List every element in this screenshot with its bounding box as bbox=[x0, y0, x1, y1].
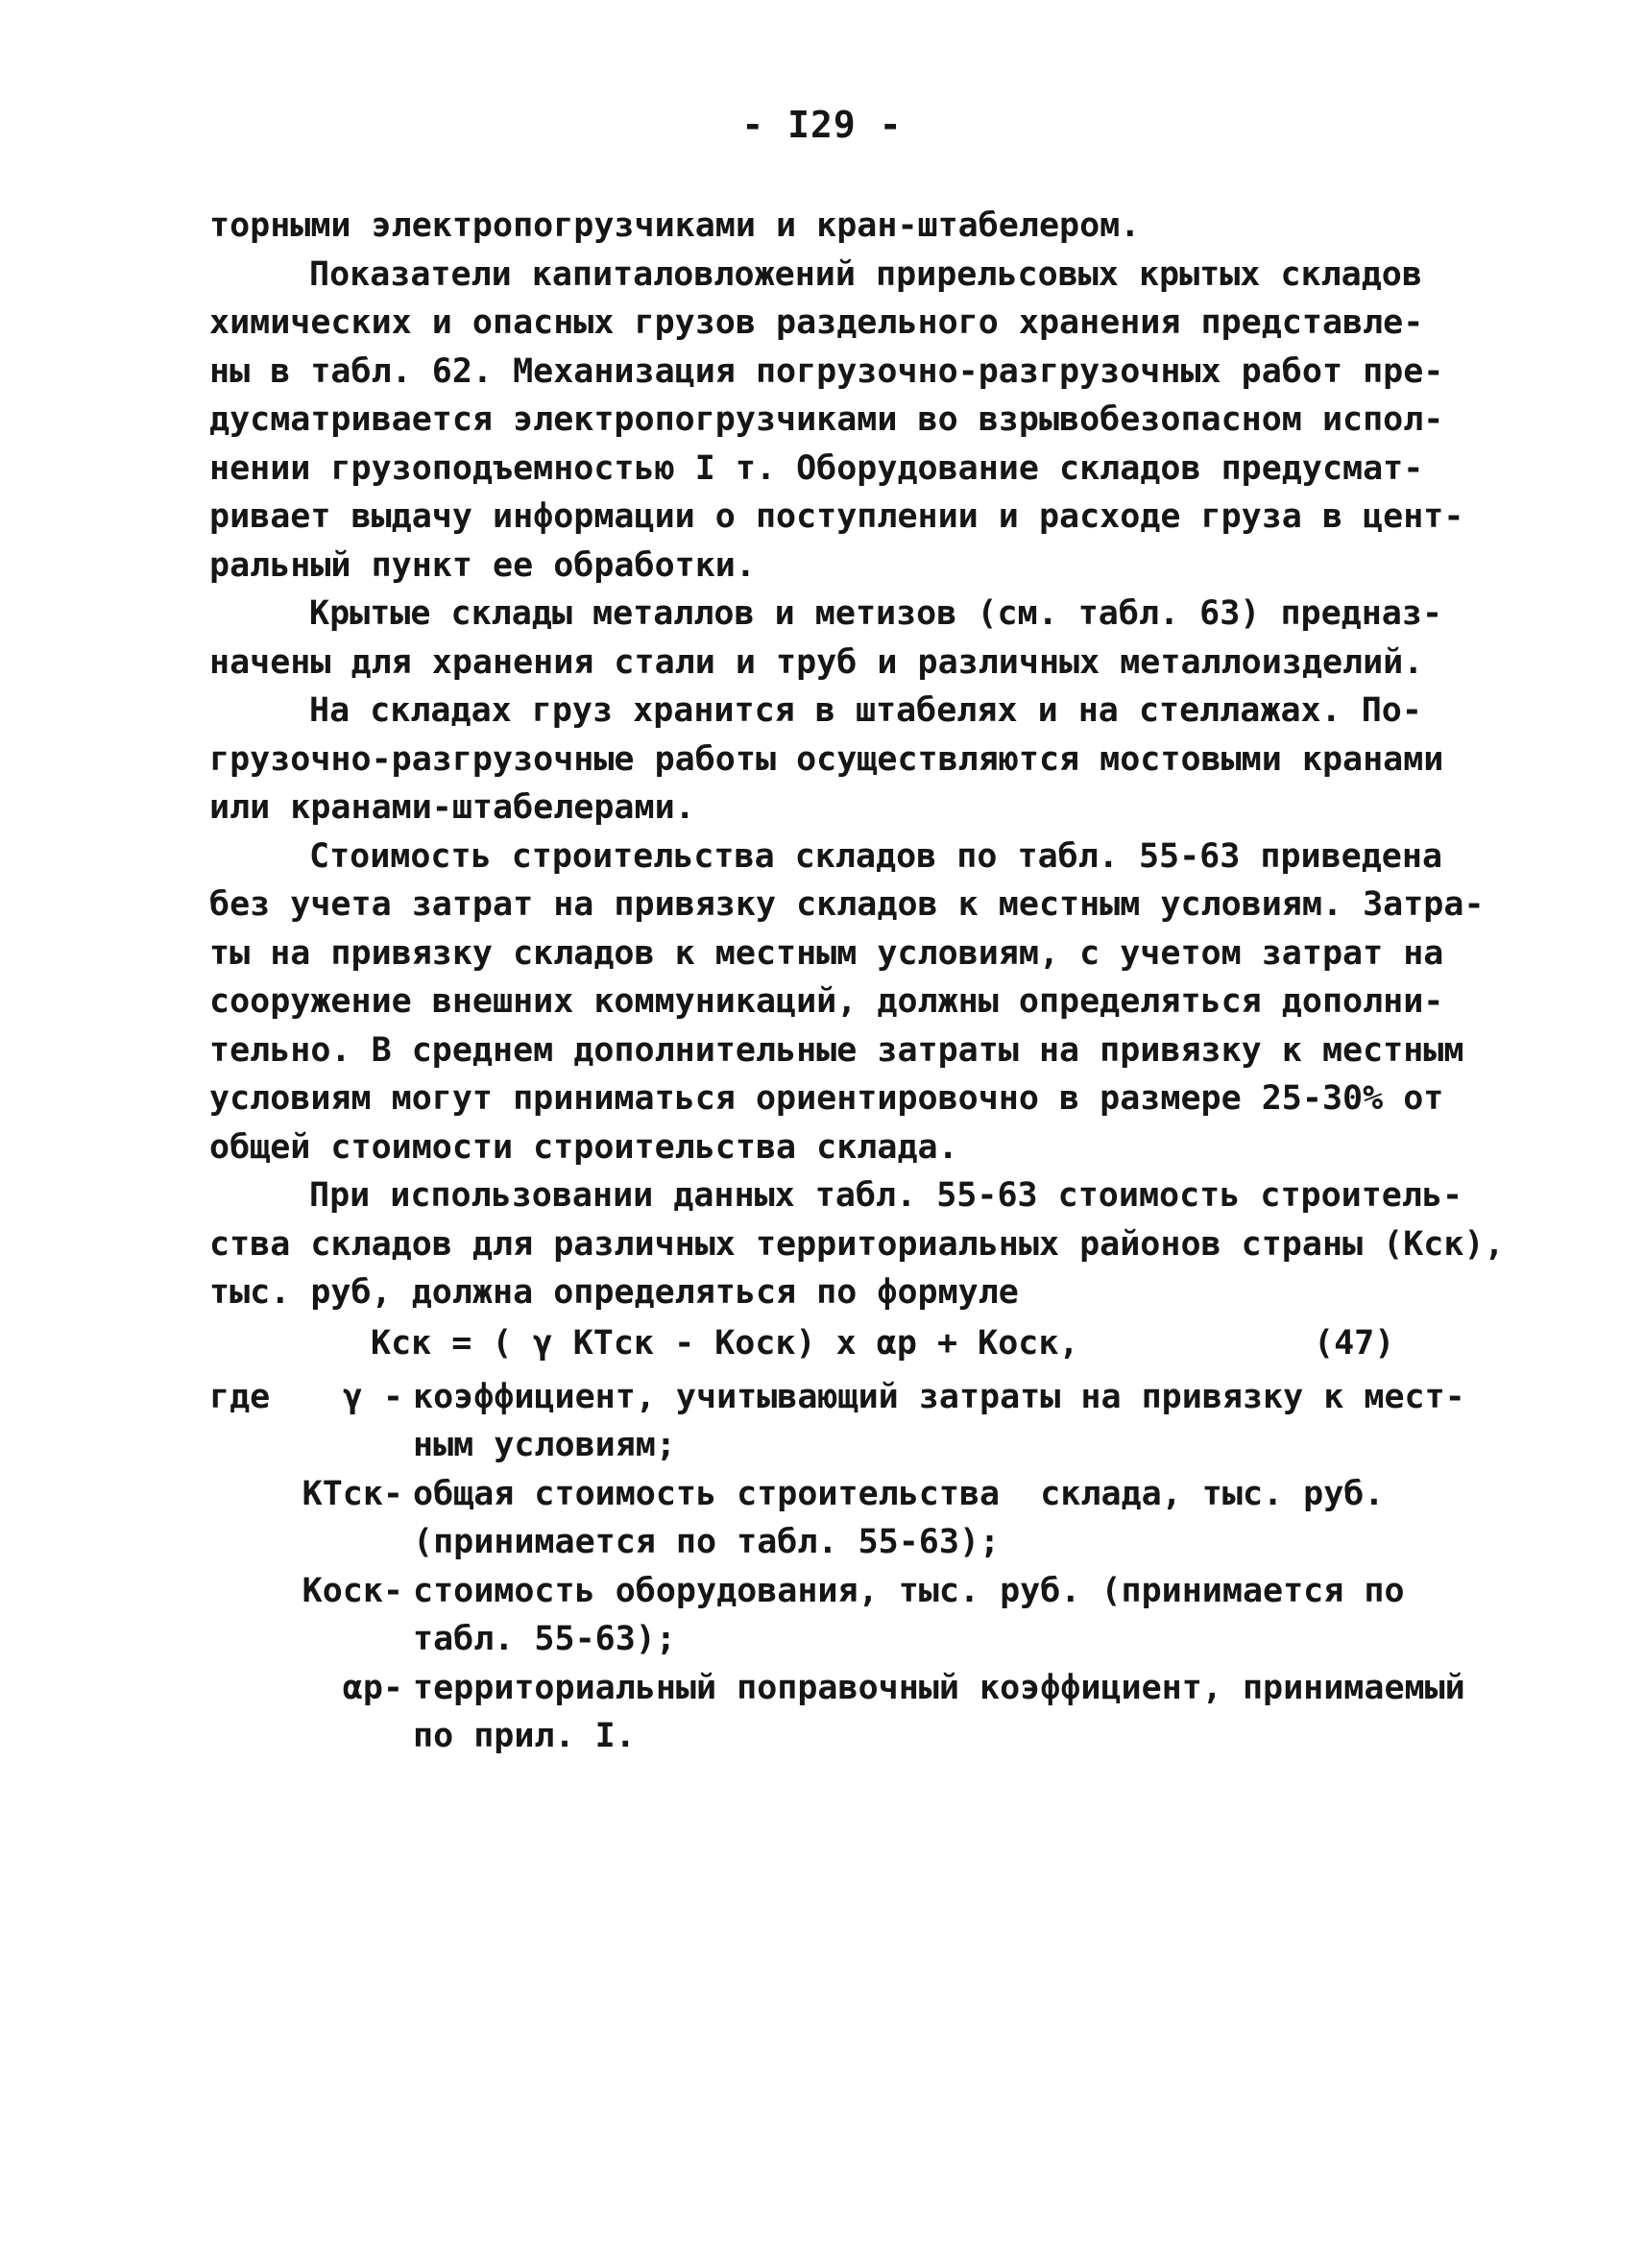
formula-expression: Kск = ( γ KТск - Kоск) x αр + Kоск, bbox=[371, 1323, 1079, 1363]
definition-line: по прил. I. bbox=[413, 1717, 636, 1755]
text-line: Показатели капиталовложений прирельсовых крытых складов bbox=[309, 254, 1422, 294]
definition-symbol: KТск- bbox=[302, 1474, 403, 1513]
page-number: - I29 - bbox=[741, 104, 903, 146]
definition-item bbox=[209, 1373, 1477, 1470]
definition-item bbox=[209, 1664, 1477, 1761]
text-line: торными электропогрузчиками и кран-штабелером. bbox=[209, 206, 1141, 245]
text-line: химических и опасных грузов раздельного хранения представле- bbox=[209, 303, 1424, 342]
text-line: ты на привязку складов к местным условиям, с учетом затрат на bbox=[209, 933, 1444, 973]
body-text bbox=[209, 202, 1505, 1761]
text-line: Стоимость строительства складов по табл. 55-63 приведена bbox=[309, 836, 1443, 876]
text-line: без учета затрат на привязку складов к местным условиям. Затра- bbox=[209, 885, 1485, 924]
definition-line: ным условиям; bbox=[413, 1426, 676, 1464]
text-line: На складах груз хранится в штабелях и на стеллажах. По- bbox=[309, 691, 1422, 730]
definition-line: коэффициент, учитывающий затраты на привязку к мест- bbox=[413, 1377, 1465, 1416]
text-line: нении грузоподъемностью I т. Оборудование складов предусмат- bbox=[209, 448, 1424, 488]
formula-47 bbox=[209, 1317, 1477, 1373]
definitions-list bbox=[209, 1373, 1477, 1761]
definition-text bbox=[413, 1470, 1469, 1567]
text-line: начены для хранения стали и труб и различных металлоизделий. bbox=[209, 642, 1424, 682]
text-line: условиям могут приниматься ориентировочно в размере 25-30% от bbox=[209, 1079, 1444, 1118]
text-line: ривает выдачу информации о поступлении и расходе груза в цент- bbox=[209, 497, 1464, 536]
text-line: ны в табл. 62. Механизация погрузочно-разгрузочных работ пре- bbox=[209, 351, 1444, 391]
definition-text bbox=[413, 1373, 1469, 1470]
definition-line: территориальный поправочный коэффициент, принимаемый bbox=[413, 1668, 1465, 1707]
text-line: ральный пункт ее обработки. bbox=[209, 545, 756, 585]
definition-item bbox=[209, 1567, 1477, 1664]
where-label: где bbox=[209, 1377, 271, 1416]
text-line: тыс. руб, должна определяться по формуле bbox=[209, 1273, 1019, 1312]
definition-line: табл. 55-63); bbox=[413, 1620, 676, 1658]
definition-line: общая стоимость строительства склада, тыс. руб. bbox=[413, 1474, 1385, 1513]
definition-text bbox=[413, 1664, 1469, 1761]
definition-item bbox=[209, 1470, 1477, 1567]
text-line: дусматривается электропогрузчиками во взрывобезопасном испол- bbox=[209, 400, 1444, 439]
definition-symbol: αр- bbox=[342, 1668, 403, 1707]
text-line: При использовании данных табл. 55-63 стоимость строитель- bbox=[309, 1176, 1463, 1215]
text-line: Крытые склады металлов и метизов (см. табл. 63) предназ- bbox=[309, 594, 1443, 633]
text-line: грузочно-разгрузочные работы осуществляются мостовыми кранами bbox=[209, 739, 1444, 779]
text-line: общей стоимости строительства склада. bbox=[209, 1127, 958, 1167]
definition-line: (принимается по табл. 55-63); bbox=[413, 1523, 1001, 1561]
text-line: или кранами-штабелерами. bbox=[209, 788, 695, 827]
text-line: тельно. В среднем дополнительные затраты на привязку к местным bbox=[209, 1030, 1464, 1070]
text-line: ства складов для различных территориальных районов страны (Kск), bbox=[209, 1224, 1505, 1264]
text-line: сооружение внешних коммуникаций, должны определяться дополни- bbox=[209, 982, 1444, 1021]
definition-symbol: Kоск- bbox=[302, 1571, 403, 1610]
definition-text bbox=[413, 1567, 1469, 1664]
definition-symbol: γ - bbox=[342, 1377, 403, 1416]
equation-number: (47) bbox=[1314, 1323, 1395, 1363]
definition-line: стоимость оборудования, тыс. руб. (принимается по bbox=[413, 1571, 1405, 1610]
